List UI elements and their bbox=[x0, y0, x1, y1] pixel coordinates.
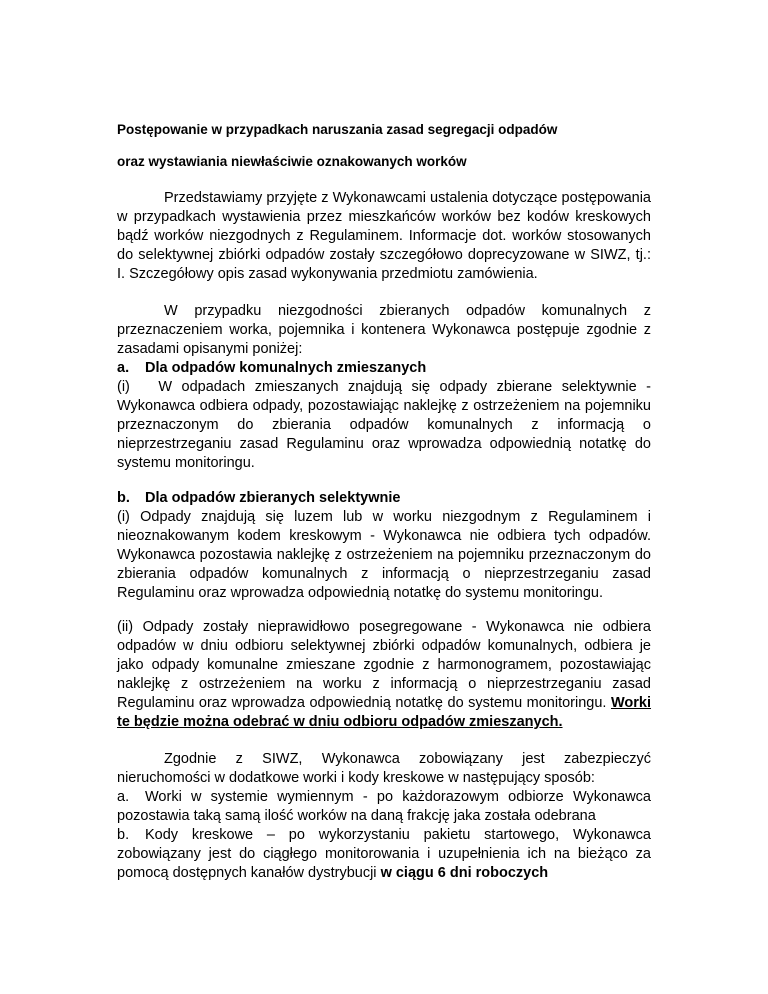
section-a-item-i-label: (i) bbox=[117, 379, 130, 395]
section-a-label: a. bbox=[117, 360, 130, 376]
siwz-paragraph: Zgodnie z SIWZ, Wykonawca zobowiązany jest zabezpieczyć nieruchomości w dodatkowe worki i kody kreskowe w następujący sposób: bbox=[117, 751, 651, 786]
section-a-item-i-text: W odpadach zmieszanych znajdują się odpady zbierane selektywnie - Wykonawca odbiera odpady, pozostawiając naklejkę z ostrzeżeniem na pojemniku przeznaczonym do zbierania odpadów komunalnych z informacją o nieprzestrzeganiu zasad Regulaminu oraz wprowadza odpowiednią notatkę do systemu monitoringu. bbox=[117, 379, 651, 471]
section-a-heading bbox=[117, 359, 651, 378]
list-item-b-text: Kody kreskowe – po wykorzystaniu pakietu startowego, Wykonawca zobowiązany jest do ciągłego monitorowania i uzupełnienia ich na bieżąco za pomocą dostępnych kanałów dystrybucji bbox=[117, 827, 651, 881]
intro-paragraph: Przedstawiamy przyjęte z Wykonawcami ustalenia dotyczące postępowania w przypadkach wystawienia przez mieszkańców worków bez kodów kreskowych bądź worków niezgodnych z Regulaminem. Informacje dot. worków stosowanych do selektywnej zbiórki odpadów zostały szczegółowo doprecyzowane w SIWZ, tj.: I. Szczegółowy opis zasad wykonywania przedmiotu zamówienia. bbox=[117, 190, 651, 282]
list-item-b-emphasis: w ciągu 6 dni roboczych bbox=[380, 865, 549, 881]
rules-intro-paragraph: W przypadku niezgodności zbieranych odpadów komunalnych z przeznaczeniem worka, pojemnika i kontenera Wykonawca postępuje zgodnie z zasadami opisanymi poniżej: bbox=[117, 303, 651, 357]
title-line-1: Postępowanie w przypadkach naruszania zasad segregacji odpadów bbox=[117, 122, 558, 137]
title-line-2: oraz wystawiania niewłaściwie oznakowanych worków bbox=[117, 154, 467, 169]
section-b-item-i: (i) Odpady znajdują się luzem lub w worku niezgodnym z Regulaminem i nieoznakowanym kodem kreskowym - Wykonawca nie odbiera tych odpadów. Wykonawca pozostawia naklejkę z ostrzeżeniem na pojemniku przeznaczonym do zbierania odpadów komunalnych z informacją o nieprzestrzeganiu zasad Regulaminu oraz wprowadza odpowiednią notatkę do systemu monitoringu. bbox=[117, 509, 651, 601]
section-b-title: Dla odpadów zbieranych selektywnie bbox=[145, 490, 401, 506]
list-item-a-text: Worki w systemie wymiennym - po każdorazowym odbiorze Wykonawca pozostawia taką samą ilość worków na daną frakcję jaka została odebrana bbox=[117, 789, 651, 824]
section-b-item-ii-text: (ii) Odpady zostały nieprawidłowo posegregowane - Wykonawca nie odbiera odpadów w dniu odbioru selektywnej zbiórki odpadów komunalnych, odbiera je jako odpady komunalne zmieszane zgodnie z harmonogramem, pozostawiając naklejkę z ostrzeżeniem na worku z informacją o nieprzestrzeganiu zasad Regulaminu oraz wprowadza odpowiednią notatkę do systemu monitoringu. bbox=[117, 619, 651, 711]
list-item-a-label: a. bbox=[117, 789, 130, 805]
section-a-item-i bbox=[117, 378, 651, 473]
list-item-a bbox=[117, 788, 651, 826]
section-b-heading bbox=[117, 489, 651, 508]
document-body bbox=[117, 120, 651, 883]
section-a-title: Dla odpadów komunalnych zmieszanych bbox=[145, 360, 427, 376]
section-b-item-ii bbox=[117, 618, 651, 732]
list-item-b-label: b. bbox=[117, 827, 130, 843]
section-b-label: b. bbox=[117, 490, 130, 506]
section-b-item-ii-emphasis: Worki te będzie można odebrać w dniu odbioru odpadów zmieszanych. bbox=[117, 695, 652, 730]
list-item-b bbox=[117, 826, 651, 883]
